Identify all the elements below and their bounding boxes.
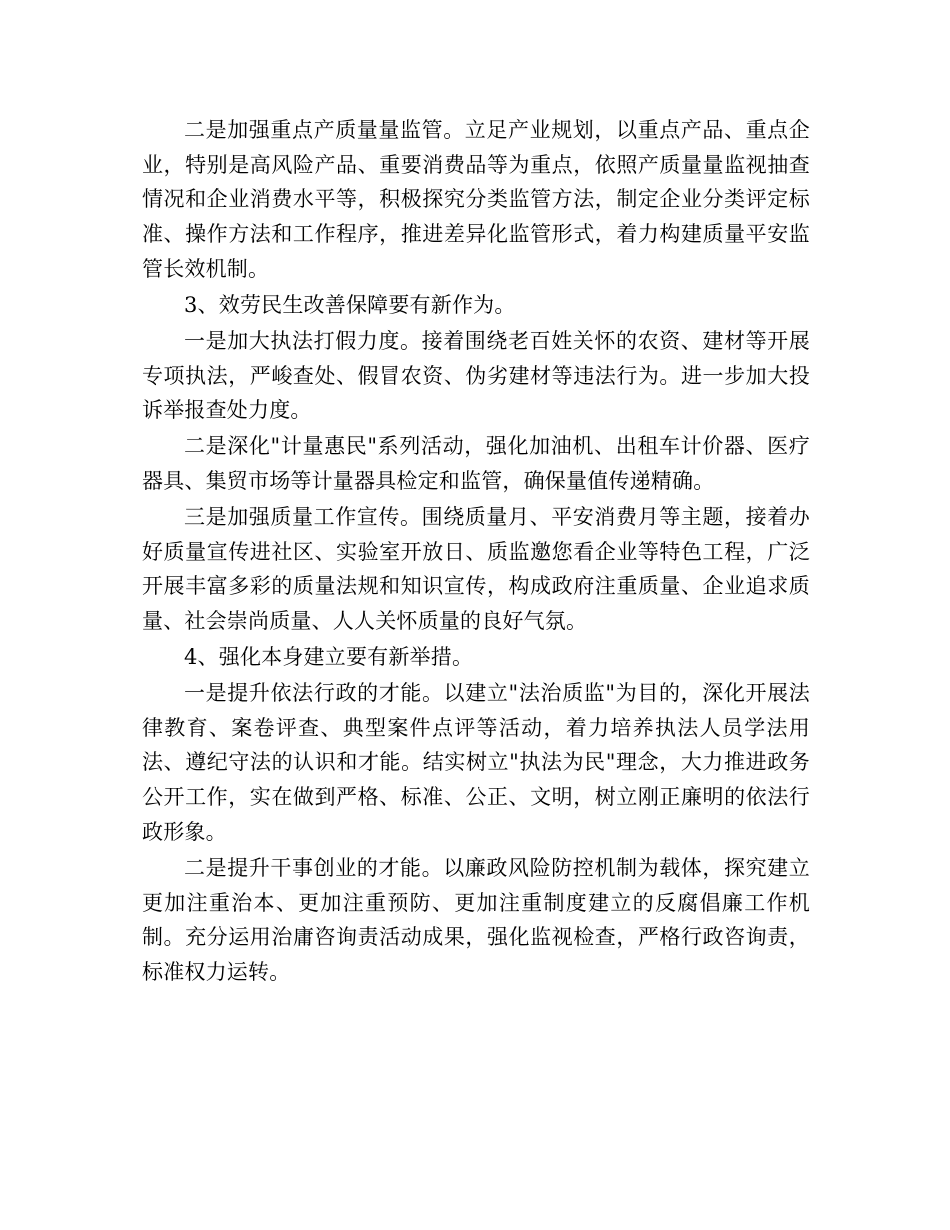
paragraph-anti-counterfeit-enforcement: 一是加大执法打假力度。接着围绕老百姓关怀的农资、建材等开展专项执法，严峻查处、假冒农资、伪劣建材等违法行为。进一步加大投诉举报查处力度。 [142,328,810,423]
paragraph-strengthen-key-product-supervision: 二是加强重点产质量量监管。立足产业规划，以重点产品、重点企业，特别是高风险产品、重要消费品等为重点，依照产质量量监视抽查情况和企业消费水平等，积极探究分类监管方法，制定企业分类评定标准、操作方法和工作程序，推进差异化监管形式，着力构建质量平安监管长效机制。 [142,118,810,281]
paragraph-quality-publicity: 三是加强质量工作宣传。围绕质量月、平安消费月等主题，接着办好质量宣传进社区、实验室开放日、质监邀您看企业等特色工程，广泛开展丰富多彩的质量法规和知识宣传，构成政府注重质量、企业追求质量、社会崇尚质量、人人关怀质量的良好气氛。 [142,504,810,634]
paragraph-metrology-campaign: 二是深化"计量惠民"系列活动，强化加油机、出租车计价器、医疗器具、集贸市场等计量器具检定和监管，确保量值传递精确。 [142,434,810,493]
paragraph-law-based-administration: 一是提升依法行政的才能。以建立"法治质监"为目的，深化开展法律教育、案卷评查、典型案件点评等活动，着力培养执法人员学法用法、遵纪守法的认识和才能。结实树立"执法为民"理念，大力推进政务公开工作，实在做到严格、标准、公正、文明，树立刚正廉明的依法行政形象。 [142,681,810,844]
paragraph-entrepreneurship-capability: 二是提升干事创业的才能。以廉政风险防控机制为载体，探究建立更加注重治本、更加注重预防、更加注重制度建立的反腐倡廉工作机制。充分运用治庸咨询责活动成果，强化监视检查，严格行政咨询责，标准权力运转。 [142,855,810,984]
section-heading-livelihood: 3、效劳民生改善保障要有新作为。 [184,292,516,317]
document-body [142,113,810,990]
section-heading-self-building: 4、强化本身建立要有新举措。 [184,645,474,670]
